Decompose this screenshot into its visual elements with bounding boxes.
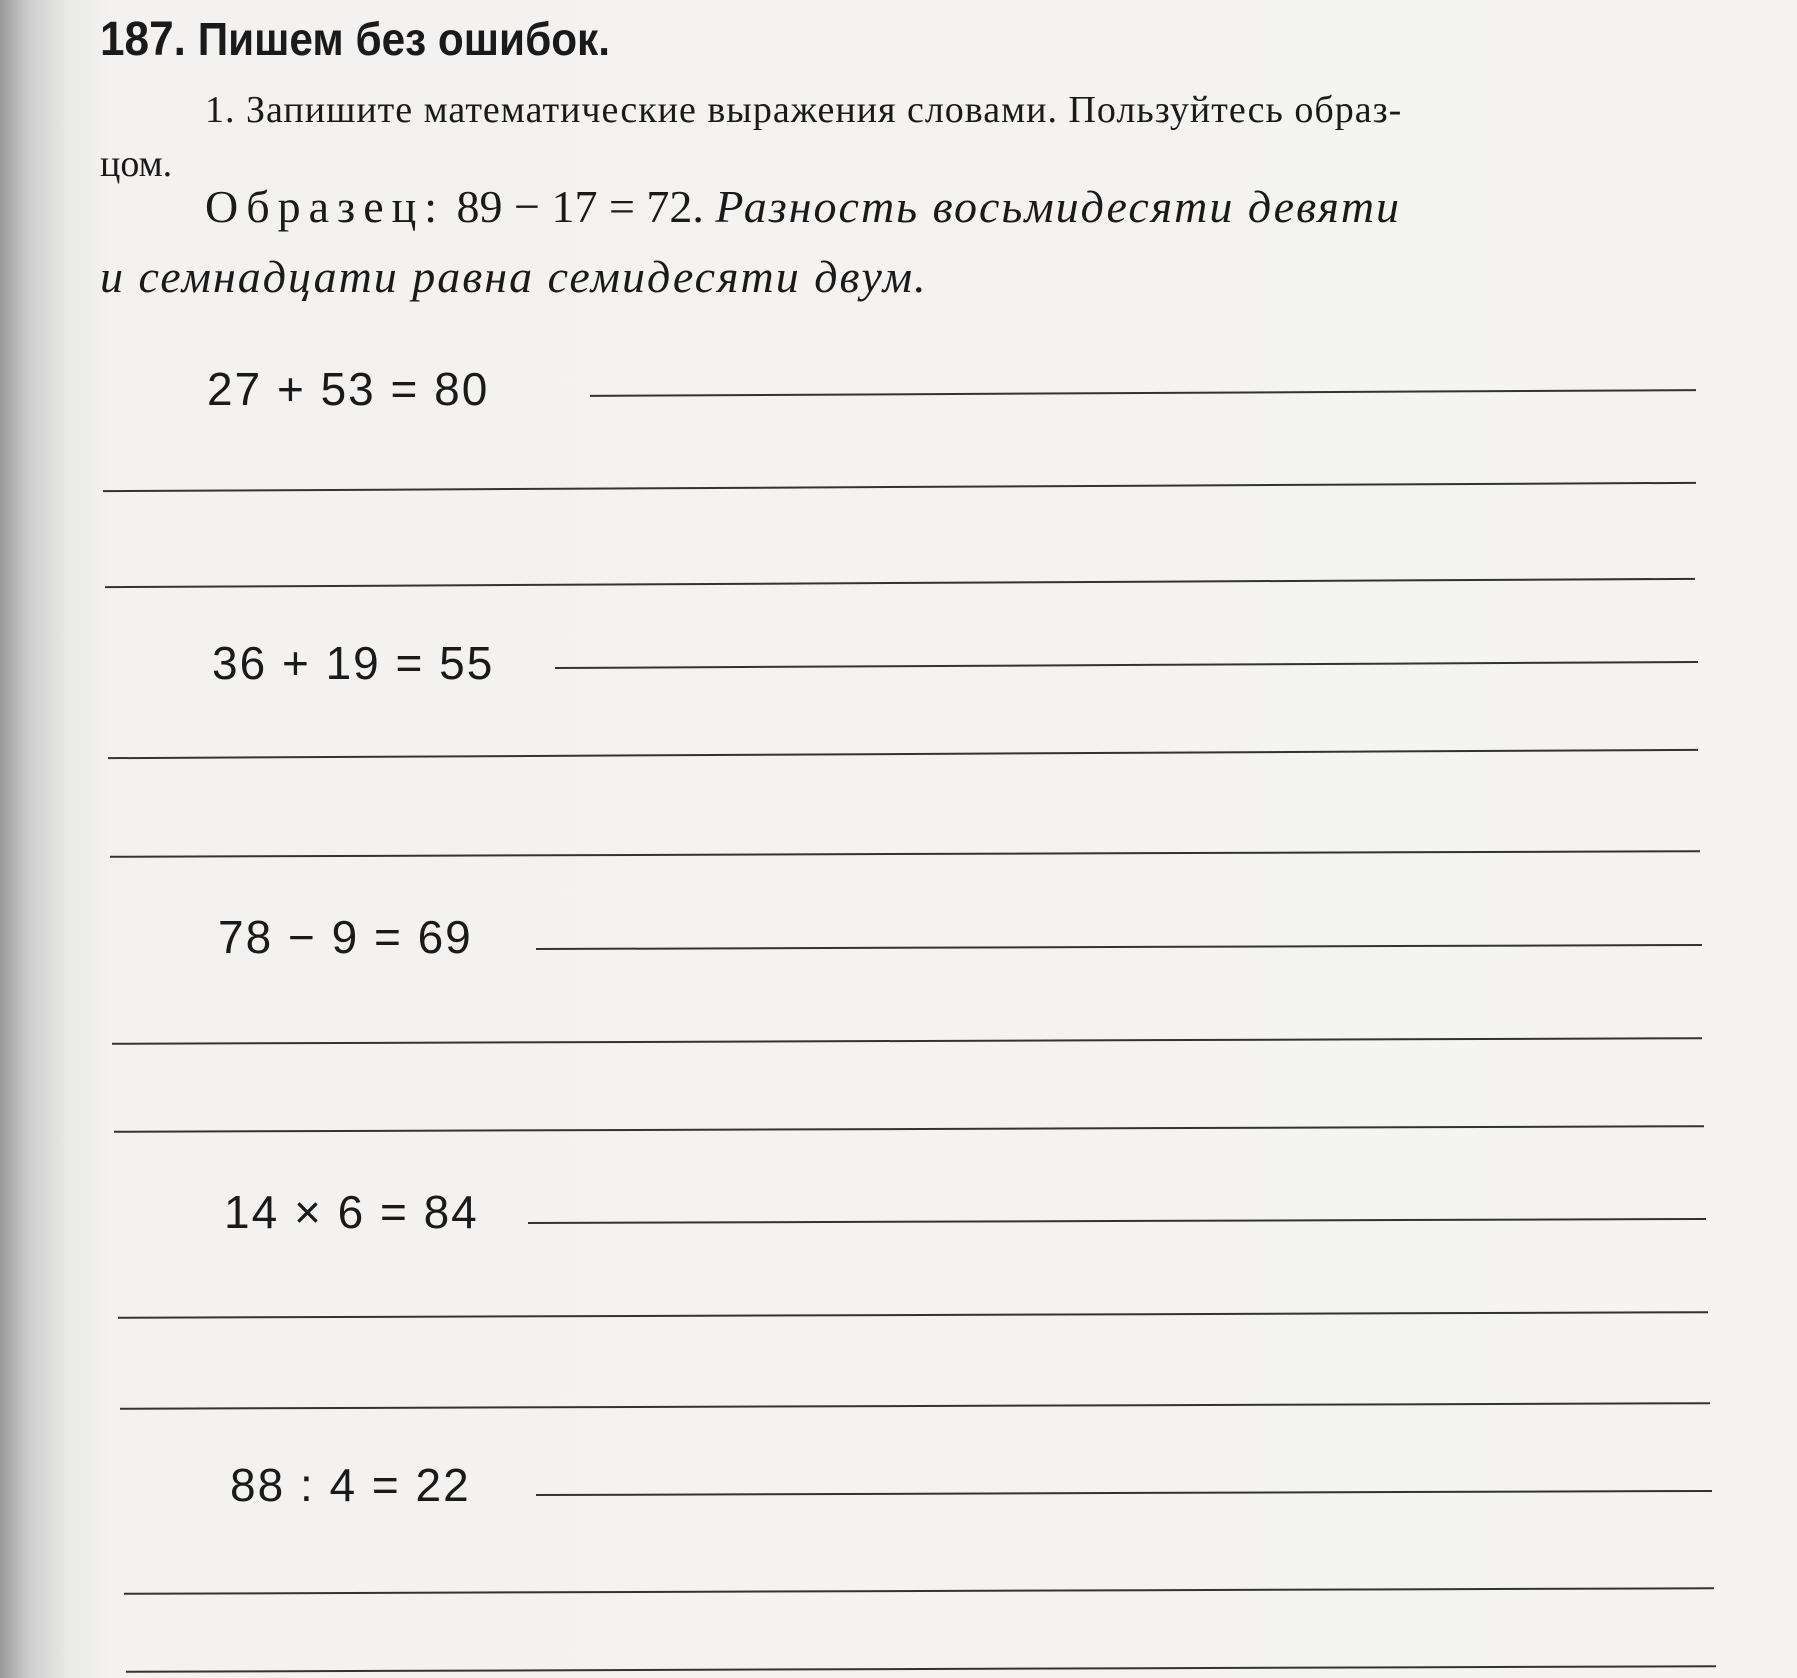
- exercise-title: Пишем без ошибок.: [197, 13, 610, 65]
- expression-1: 27 + 53 = 80: [207, 363, 490, 415]
- answer-line[interactable]: [118, 1311, 1708, 1319]
- answer-line[interactable]: [555, 661, 1698, 669]
- answer-line[interactable]: [590, 389, 1696, 397]
- sample-text: Разность восьмидесяти девяти: [715, 181, 1402, 232]
- answer-line[interactable]: [120, 1402, 1710, 1410]
- expression-3: 78 − 9 = 69: [218, 911, 473, 963]
- answer-line[interactable]: [103, 482, 1696, 492]
- answer-line[interactable]: [105, 578, 1695, 588]
- sample: [205, 180, 1401, 233]
- exercise-heading: [100, 12, 610, 67]
- sample-text-continuation: и семнадцати равна семидесяти двум.: [100, 251, 928, 302]
- answer-line[interactable]: [112, 1037, 1702, 1045]
- answer-line[interactable]: [124, 1587, 1714, 1595]
- sample-label: Образец:: [205, 181, 446, 232]
- answer-line[interactable]: [110, 850, 1700, 858]
- instruction-continuation: цом.: [100, 143, 173, 185]
- exercise-number: 187.: [100, 13, 186, 66]
- expression-2: 36 + 19 = 55: [212, 637, 495, 689]
- instruction: 1. Запишите математические выражения словами. Пользуйтесь образ-: [205, 89, 1403, 131]
- answer-line[interactable]: [536, 944, 1702, 950]
- expression-4: 14 × 6 = 84: [224, 1186, 479, 1238]
- expression-5: 88 : 4 = 22: [230, 1459, 471, 1511]
- sample-expression: 89 − 17 = 72.: [456, 181, 704, 232]
- answer-line[interactable]: [126, 1665, 1716, 1673]
- answer-line[interactable]: [536, 1490, 1712, 1496]
- answer-line[interactable]: [108, 749, 1698, 759]
- answer-line[interactable]: [114, 1125, 1704, 1133]
- answer-line[interactable]: [528, 1218, 1706, 1224]
